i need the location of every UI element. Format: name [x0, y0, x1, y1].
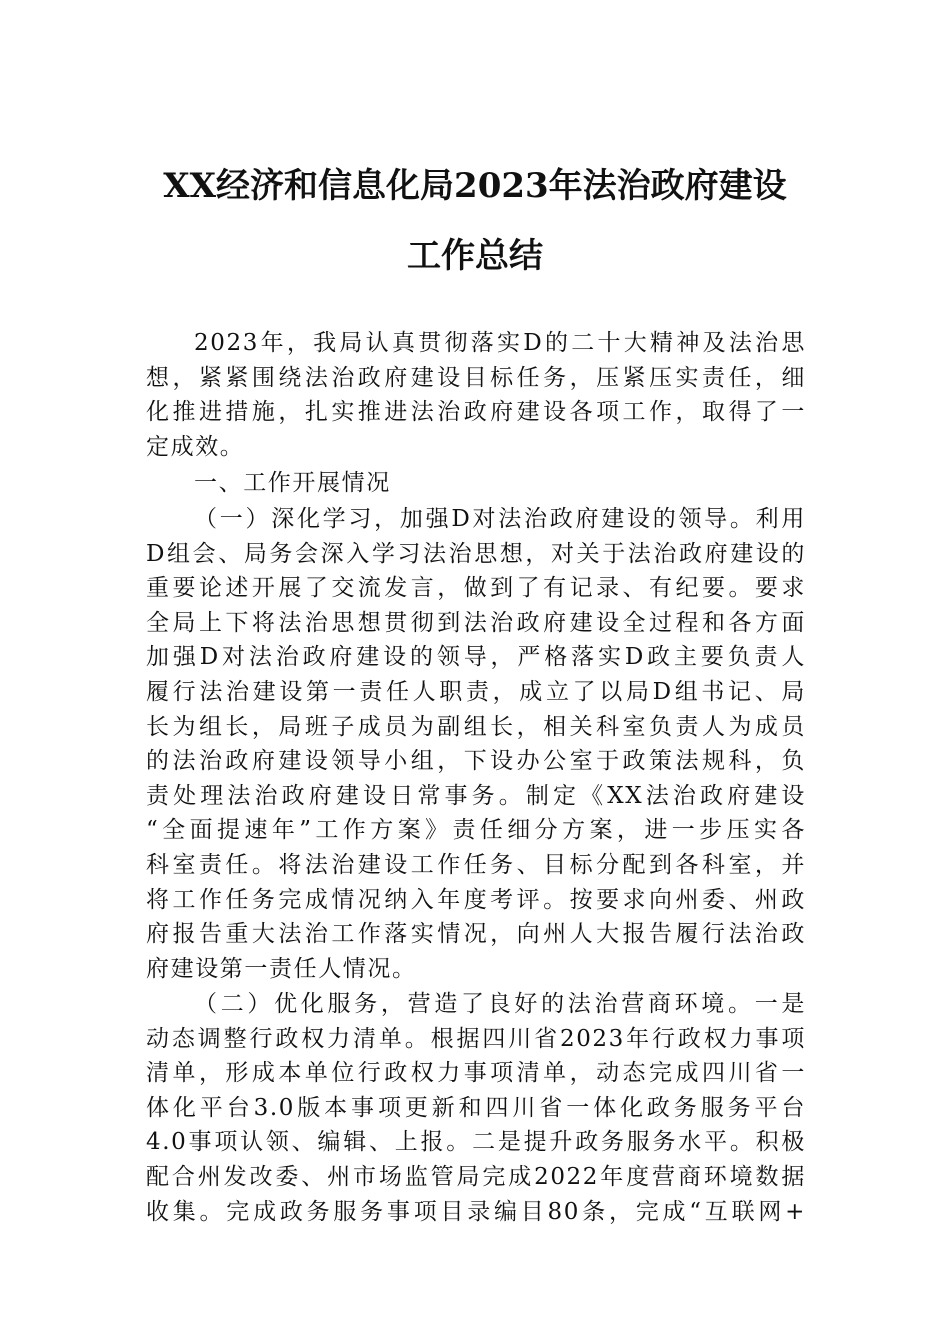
text-line: （一）深化学习，加强D对法治政府建设的领导。利用	[194, 506, 806, 532]
text-line: 府报告重大法治工作落实情况，向州人大报告履行法治政	[146, 921, 806, 948]
document-title-line-2: 工作总结	[407, 236, 543, 276]
paragraph-1	[146, 502, 806, 986]
text-line: 科室责任。将法治建设工作任务、目标分配到各科室，并	[146, 851, 806, 878]
text-line: 府建设第一责任人情况。	[146, 955, 417, 982]
text-line: 定成效。	[146, 433, 245, 460]
text-line: 体化平台3.0版本事项更新和四川省一体化政务服务平台	[146, 1094, 806, 1121]
text-line: 想，紧紧围绕法治政府建设目标任务，压紧压实责任，细	[146, 364, 806, 391]
text-line: 重要论述开展了交流发言，做到了有记录、有纪要。要求	[146, 575, 806, 602]
section-heading: 一、工作开展情况	[194, 470, 391, 496]
text-line: 收集。完成政务服务事项目录编目80条，完成“互联网+	[146, 1198, 806, 1225]
text-line: “全面提速年”工作方案》责任细分方案，进一步压实各	[146, 817, 806, 844]
text-line: 配合州发改委、州市场监管局完成2022年度营商环境数据	[146, 1163, 806, 1190]
document-title-line-1: XX经济和信息化局2023年法治政府建设	[163, 166, 787, 206]
text-line: 动态调整行政权力清单。根据四川省2023年行政权力事项	[146, 1025, 806, 1052]
text-line: 的法治政府建设领导小组，下设办公室于政策法规科，负	[146, 748, 806, 775]
text-line: 清单，形成本单位行政权力事项清单，动态完成四川省一	[146, 1060, 806, 1087]
text-line: （二）优化服务，营造了良好的法治营商环境。一是	[194, 991, 806, 1017]
text-line: 2023年，我局认真贯彻落实D的二十大精神及法治思	[194, 330, 806, 356]
paragraph-2	[146, 987, 806, 1229]
text-line: D组会、局务会深入学习法治思想，对关于法治政府建设的	[146, 540, 806, 567]
text-line: 责处理法治政府建设日常事务。制定《XX法治政府建设	[146, 782, 806, 809]
intro-paragraph	[146, 326, 806, 464]
text-line: 长为组长，局班子成员为副组长，相关科室负责人为成员	[146, 713, 806, 740]
text-line: 4.0事项认领、编辑、上报。二是提升政务服务水平。积极	[146, 1129, 806, 1156]
text-line: 加强D对法治政府建设的领导，严格落实D政主要负责人	[146, 644, 806, 671]
text-line: 将工作任务完成情况纳入年度考评。按要求向州委、州政	[146, 886, 806, 913]
text-line: 全局上下将法治思想贯彻到法治政府建设全过程和各方面	[146, 609, 806, 636]
text-line: 履行法治建设第一责任人职责，成立了以局D组书记、局	[146, 678, 806, 705]
text-line: 化推进措施，扎实推进法治政府建设各项工作，取得了一	[146, 399, 806, 426]
